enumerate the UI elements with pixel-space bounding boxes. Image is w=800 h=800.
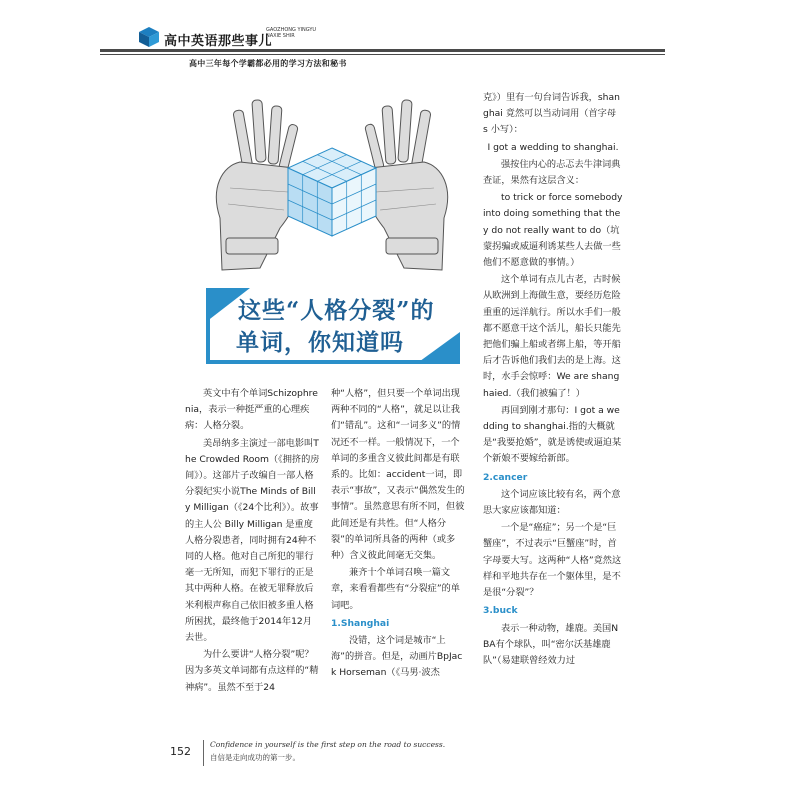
paragraph: 这个单词有点儿古老，古时候从欧洲到上海做生意，要经历危险重重的远洋航行。所以水手们一般都不愿意干这个活儿，船长只能先把他们骗上船或者绑上船，等开船后才告诉他们我们去的是上海。这时，水手会惊呼：We are shanghaied.（我们被骗了！） — [483, 274, 621, 399]
section-heading: 2.cancer — [483, 471, 528, 483]
series-subtitle: 高中三年每个学霸都必用的学习方法和秘书 — [189, 59, 347, 68]
paragraph: 种“人格”，但只要一个单词出现两种不同的“人格”，就足以让我们“错乱”。这和“一词多义”的情况还不一样。一般情况下，一个单词的多重含义彼此间都是有联系的。比如：accident一词，即表示“事故”，又表示“偶然发生的事情”。虽然意思有所不同，但彼此间还是有共性。但“人格分裂”的单词所具备的两种（或多种）含义彼此间毫无交集。 — [331, 388, 465, 562]
paragraph: 表示一种动物，雄鹿。美国NBA有个球队，叫“密尔沃基雄鹿队”（易建联曾经效力过 — [483, 622, 619, 666]
paragraph: 强按住内心的忐忑去牛津词典查证，果然有这层含义： — [483, 158, 621, 187]
paragraph: 克》）里有一句台词告诉我，shanghai 竟然可以当动词用（首字母 s 小写）： — [483, 92, 620, 136]
footer-divider — [203, 740, 204, 766]
definition: to trick or force somebody into doing something that they do not really want to do（坑蒙拐骗或威逼利诱某些人去做一些他们不愿意做的事情。） — [483, 192, 623, 269]
article-title-line-1: 这些“人格分裂”的 — [238, 297, 435, 324]
paragraph: 为什么要讲“人格分裂”呢？因为多英文单词都有点这样的“精神病”。虽然不至于24 — [185, 649, 319, 693]
section-heading: 3.buck — [483, 605, 518, 617]
paragraph: 兼齐十个单词召唤一篇文章，来看看都些有“分裂症”的单词吧。 — [331, 567, 460, 611]
section-heading: 1.Shanghai — [331, 617, 390, 629]
header-rule — [100, 49, 665, 52]
paragraph: 没错，这个词是城市“上海”的拼音。但是，动画片BpJack Horseman（《马男·波杰 — [331, 635, 463, 679]
text-column-1 — [185, 386, 321, 697]
paragraph: 再回到刚才那句：I got a wedding to shanghai.指的大概就是“我要抢婚”，就是诱使或逼迫某个新娘不要嫁给新郎。 — [483, 404, 622, 465]
text-column-3 — [483, 90, 623, 670]
series-title: 高中英语那些事儿 — [164, 34, 273, 49]
series-title-pinyin: GAOZHONG YINGYU NAXIE SHIR — [266, 27, 317, 39]
footer-quote-cn: 自信是走向成功的第一步。 — [210, 753, 300, 762]
footer-quote-en: Confidence in yourself is the first step on the road to success. — [210, 740, 446, 749]
article-title-line-2: 单词，你知道吗 — [236, 329, 404, 356]
article-title-block — [196, 288, 460, 364]
page-header — [138, 22, 658, 68]
paragraph: 英文中有个单词Schizophrenia，表示一种挺严重的心理疾病：人格分裂。 — [185, 388, 318, 432]
example-sentence: I got a wedding to shanghai. — [487, 141, 619, 153]
text-column-2 — [331, 386, 467, 683]
page-number: 152 — [170, 745, 191, 758]
paragraph: 美昂纳多主演过一部电影叫The Crowded Room（《拥挤的房间》）。这部片子改编自一部人格分裂纪实小说The Minds of Billy Milligan（《24个比利》）。故事的主人公 Billy Milligan 是重度人格分裂患者，同时拥有24种不同的人格。他对自己所犯的罪行毫一无所知，而犯下罪行的正是其中两种人格。在被无罪释放后米利根声称自己依旧被多重人格所困扰，最终他于2014年12月去世。 — [185, 437, 320, 644]
header-rule-thin — [100, 54, 665, 55]
paragraph: 一个是“癌症”；另一个是“巨蟹座”，不过表示“巨蟹座”时，首字母要大写。这两种“人格”竟然这样和平地共存在一个躯体里，是不是很“分裂”？ — [483, 522, 622, 599]
cube-logo-icon — [138, 26, 160, 48]
robot-hands-cube-illustration — [200, 88, 470, 284]
paragraph: 这个词应该比较有名，两个意思大家应该都知道： — [483, 488, 621, 517]
